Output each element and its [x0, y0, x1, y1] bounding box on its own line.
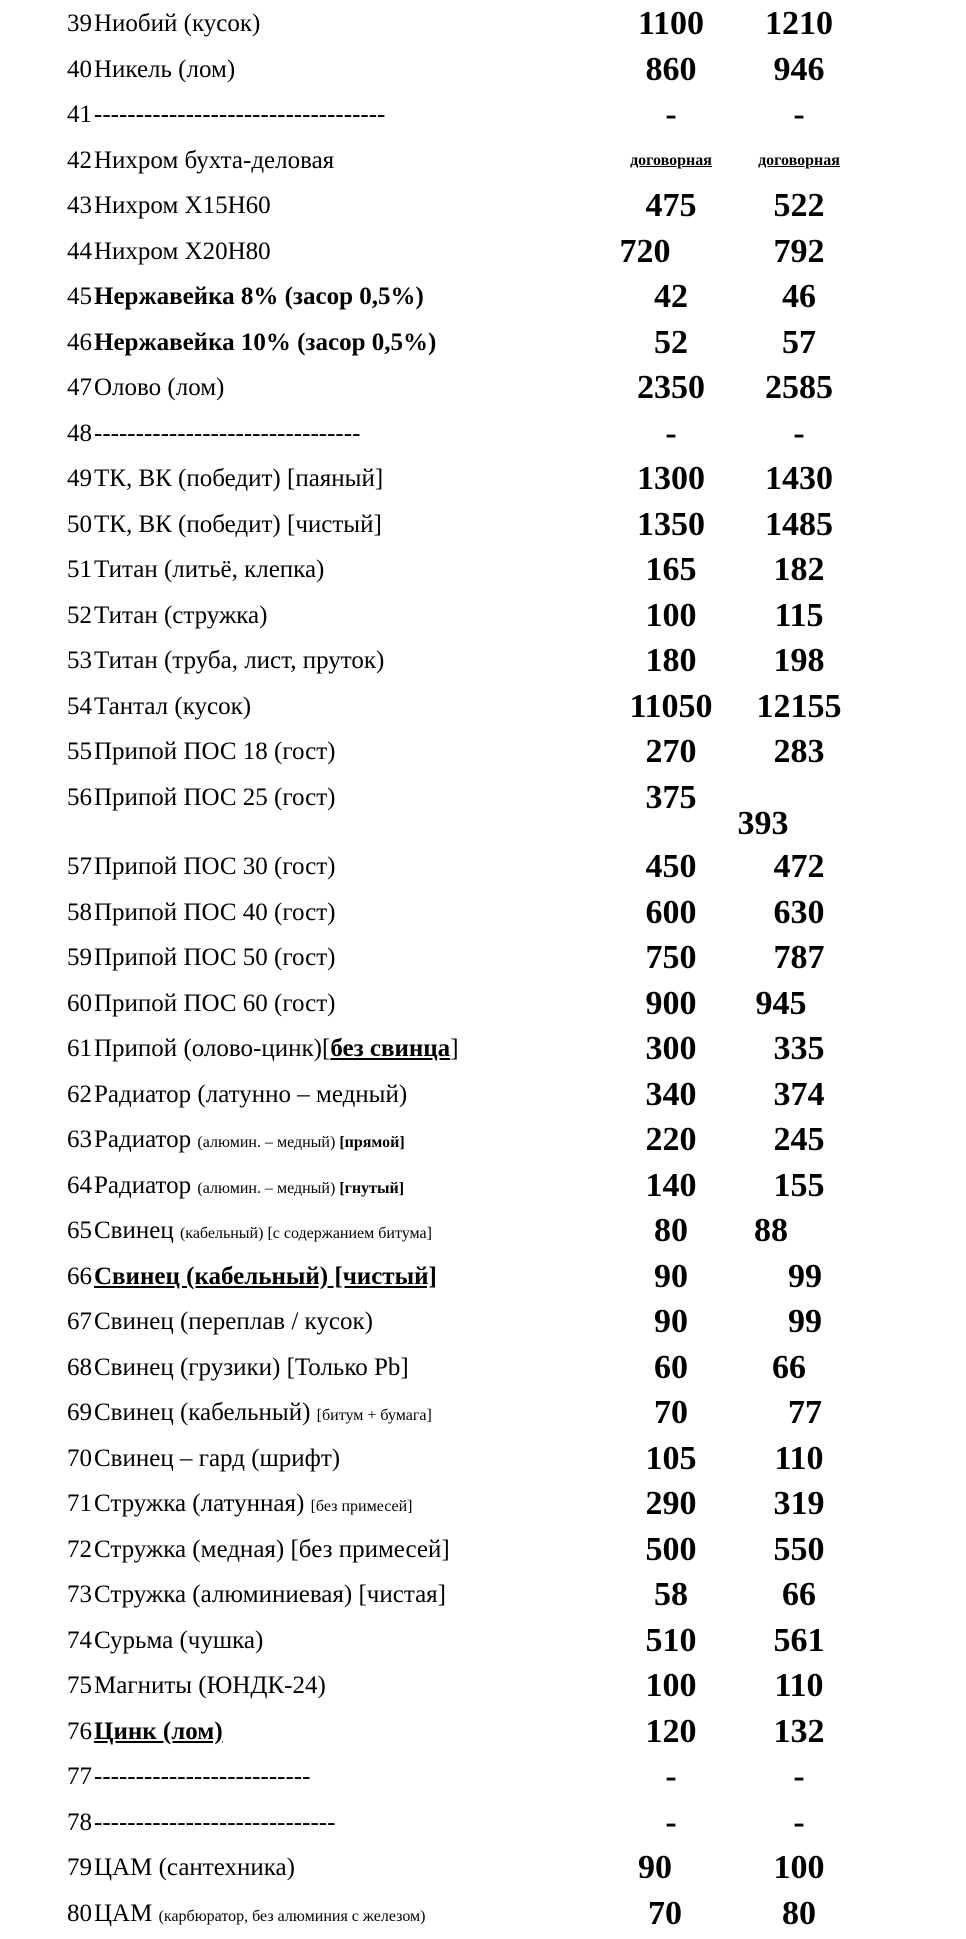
price-column-2: договорная — [758, 151, 840, 169]
price-column-2: 57 — [782, 323, 816, 361]
price-column-1: 375 — [645, 778, 697, 816]
item-name — [94, 1027, 459, 1071]
item-name — [94, 48, 235, 92]
price-row — [0, 1027, 966, 1071]
row-number: 64 — [67, 1171, 92, 1199]
price-column-1: 140 — [645, 1166, 697, 1204]
price-row — [0, 982, 966, 1026]
item-name-part: Радиатор — [94, 1126, 198, 1153]
price-column-2: 1210 — [765, 5, 833, 42]
row-number: 51 — [67, 556, 92, 583]
item-name — [94, 730, 335, 774]
item-name-part: Титан (труба, лист, пруток) — [94, 647, 385, 674]
item-name-part: (карбюратор, без алюминия с железом) — [158, 1907, 426, 1925]
item-name-part: [гнутый] — [339, 1179, 405, 1197]
price-column-2: 245 — [773, 1121, 825, 1158]
item-name — [94, 1801, 335, 1845]
row-number: 41 — [67, 101, 92, 128]
item-name — [94, 1437, 340, 1481]
item-name-part: [прямой] — [339, 1134, 405, 1151]
price-column-1: 450 — [645, 848, 697, 885]
price-row — [0, 1892, 966, 1936]
price-column-1: 58 — [654, 1576, 688, 1613]
item-name — [94, 1892, 426, 1939]
price-column-2: 155 — [773, 1166, 825, 1204]
price-column-2: 945 — [755, 984, 807, 1022]
price-column-1: - — [665, 1758, 677, 1795]
price-column-1: 1350 — [637, 505, 705, 543]
item-name-part: Радиатор — [94, 1171, 198, 1199]
item-name-part: Припой ПОС 18 (гост) — [94, 738, 336, 765]
item-name-part: Тантал (кусок) — [94, 692, 252, 720]
item-name — [94, 412, 360, 456]
item-name-part: ЦАМ — [94, 1899, 159, 1927]
item-name — [94, 639, 384, 683]
item-name-part: Стружка (алюминиевая) [чистая] — [94, 1581, 446, 1608]
item-name — [94, 891, 335, 935]
price-column-2: 319 — [773, 1485, 825, 1522]
price-column-1: 1100 — [637, 5, 705, 42]
price-column-2: 561 — [773, 1621, 825, 1659]
price-row — [0, 139, 966, 183]
price-row — [0, 1391, 966, 1435]
item-name — [94, 1664, 326, 1708]
price-column-2: - — [793, 1758, 805, 1795]
price-column-2: 2585 — [765, 369, 833, 406]
price-column-1: 2350 — [637, 369, 705, 406]
price-column-1: 90 — [654, 1257, 688, 1295]
row-number: 61 — [67, 1035, 92, 1062]
price-row — [0, 1573, 966, 1617]
price-column-2: 80 — [782, 1894, 816, 1932]
price-row — [0, 1801, 966, 1845]
price-column-1: 90 — [638, 1849, 672, 1886]
item-name — [94, 1528, 450, 1572]
item-name-part: Титан (литьё, клепка) — [94, 556, 325, 583]
item-name-part: Нержавейка 8% (засор 0,5%) — [94, 283, 424, 310]
price-column-1: 500 — [645, 1530, 697, 1568]
item-name — [94, 982, 335, 1026]
price-column-1: 100 — [645, 1667, 697, 1704]
item-name-part: Магниты (ЮНДК-24) — [94, 1672, 326, 1699]
price-column-1: 42 — [654, 278, 688, 315]
price-column-2: 1430 — [765, 460, 833, 497]
row-number: 57 — [67, 853, 92, 880]
price-column-2: 472 — [773, 848, 825, 885]
price-column-2: - — [793, 1803, 805, 1841]
price-row — [0, 1346, 966, 1390]
price-column-2: 792 — [773, 232, 825, 270]
row-number: 48 — [67, 419, 92, 447]
price-row — [0, 1664, 966, 1708]
price-row — [0, 1437, 966, 1481]
price-column-1: 860 — [645, 50, 697, 88]
price-column-2: 550 — [773, 1530, 825, 1568]
price-row — [0, 48, 966, 92]
item-name-part: Стружка (латунная) — [94, 1490, 311, 1517]
price-column-2: 77 — [788, 1394, 822, 1431]
item-name-part: ----------------------------- — [94, 1808, 336, 1836]
item-name — [94, 685, 251, 729]
price-row — [0, 730, 966, 774]
row-number: 53 — [67, 647, 92, 674]
price-column-2: 787 — [773, 939, 825, 976]
price-row — [0, 776, 966, 842]
price-column-2: 46 — [782, 278, 816, 315]
item-name — [94, 321, 436, 365]
row-number: 54 — [67, 692, 92, 720]
item-name — [94, 139, 334, 183]
row-number: 58 — [67, 898, 92, 926]
price-row — [0, 230, 966, 274]
item-name — [94, 1573, 446, 1617]
price-row — [0, 1710, 966, 1754]
row-number: 79 — [67, 1854, 92, 1881]
price-column-2: 198 — [773, 642, 825, 679]
price-column-2: 335 — [773, 1030, 825, 1067]
item-name — [94, 503, 382, 547]
price-column-1: 80 — [654, 1212, 688, 1249]
item-name — [94, 1118, 405, 1165]
item-name-part: ] — [450, 1035, 459, 1062]
price-column-2: 946 — [773, 50, 825, 88]
price-column-1: 750 — [645, 939, 697, 976]
item-name-part: Припой ПОС 40 (гост) — [94, 898, 336, 926]
item-name-part: [без примесей] — [310, 1498, 413, 1515]
price-column-2: 110 — [774, 1667, 824, 1704]
item-name-part: Сурьма (чушка) — [94, 1626, 264, 1654]
item-name — [94, 184, 271, 228]
price-column-1: - — [665, 96, 677, 133]
row-number: 80 — [67, 1899, 92, 1927]
price-column-2: 100 — [773, 1849, 825, 1886]
row-number: 40 — [67, 55, 92, 83]
row-number: 76 — [67, 1717, 92, 1745]
row-number: 73 — [67, 1581, 92, 1608]
price-column-1: 720 — [619, 232, 671, 270]
price-column-2: - — [793, 96, 805, 133]
price-column-2: 182 — [773, 551, 825, 588]
price-row — [0, 457, 966, 501]
price-column-2: 66 — [772, 1348, 806, 1386]
item-name — [94, 1391, 432, 1438]
item-name-part: Свинец (кабельный) — [94, 1399, 317, 1426]
price-row — [0, 1846, 966, 1890]
price-row — [0, 548, 966, 592]
price-column-2: 99 — [788, 1303, 822, 1340]
item-name-part: Цинк (лом) — [94, 1717, 223, 1745]
price-column-1: 70 — [648, 1894, 682, 1932]
item-name-part: Олово (лом) — [94, 374, 225, 401]
row-number: 56 — [67, 783, 92, 811]
price-row — [0, 1755, 966, 1799]
item-name-part: (кабельный) [с содержанием битума] — [179, 1225, 432, 1242]
item-name-part: (алюмин. – медный) — [197, 1134, 340, 1151]
price-row — [0, 845, 966, 889]
price-column-1: 220 — [645, 1121, 697, 1158]
row-number: 74 — [67, 1626, 92, 1654]
price-column-1: 11050 — [629, 687, 713, 725]
item-name — [94, 1482, 413, 1529]
price-row — [0, 412, 966, 456]
row-number: 44 — [67, 237, 92, 265]
item-name — [94, 1164, 404, 1211]
price-column-1: 290 — [645, 1485, 697, 1522]
price-row — [0, 1619, 966, 1663]
item-name-part: -------------------------------- — [94, 419, 361, 447]
row-number: 60 — [67, 989, 92, 1017]
item-name — [94, 1619, 263, 1663]
price-column-1: 52 — [654, 323, 688, 361]
item-name — [94, 548, 324, 592]
price-row — [0, 2, 966, 46]
price-column-2: 1485 — [765, 505, 833, 543]
row-number: 70 — [67, 1444, 92, 1472]
price-row — [0, 1300, 966, 1344]
price-column-2: 393 — [737, 804, 789, 842]
row-number: 75 — [67, 1672, 92, 1699]
price-column-2: 374 — [773, 1075, 825, 1113]
row-number: 78 — [67, 1808, 92, 1836]
price-row — [0, 1209, 966, 1253]
item-name-part: Припой ПОС 25 (гост) — [94, 783, 336, 811]
price-column-1: 300 — [645, 1030, 697, 1067]
item-name — [94, 1710, 223, 1754]
price-row — [0, 685, 966, 729]
item-name — [94, 1346, 409, 1390]
price-row — [0, 1528, 966, 1572]
price-column-2: 132 — [773, 1712, 825, 1750]
row-number: 71 — [67, 1490, 92, 1517]
price-column-1: 270 — [645, 733, 697, 770]
item-name-part: Титан (стружка) — [94, 601, 268, 629]
row-number: 45 — [67, 283, 92, 310]
item-name — [94, 1073, 407, 1117]
price-row — [0, 1164, 966, 1208]
item-name-part: Припой ПОС 50 (гост) — [94, 944, 336, 971]
price-column-1: - — [665, 1803, 677, 1841]
row-number: 49 — [67, 465, 92, 492]
row-number: 66 — [67, 1262, 92, 1290]
price-column-1: 475 — [645, 187, 697, 224]
price-column-1: 510 — [645, 1621, 697, 1659]
price-row — [0, 275, 966, 319]
price-column-1: 120 — [645, 1712, 697, 1750]
price-column-2: 66 — [782, 1576, 816, 1613]
item-name — [94, 1846, 295, 1890]
item-name-part: ----------------------------------- — [94, 101, 386, 128]
price-column-1: 100 — [645, 596, 697, 634]
price-column-1: 90 — [654, 1303, 688, 1340]
row-number: 52 — [67, 601, 92, 629]
item-name — [94, 1209, 432, 1256]
item-name-part: Стружка (медная) [без примесей] — [94, 1535, 450, 1563]
price-column-1: 340 — [645, 1075, 697, 1113]
price-column-2: 283 — [773, 733, 825, 770]
item-name-part: Свинец – гард (шрифт) — [94, 1444, 341, 1472]
row-number: 62 — [67, 1080, 92, 1108]
item-name — [94, 93, 385, 137]
price-column-2: 630 — [773, 893, 825, 931]
price-row — [0, 321, 966, 365]
item-name-part: Нержавейка 10% (засор 0,5%) — [94, 328, 437, 356]
item-name — [94, 1755, 310, 1799]
item-name-part: ЦАМ (сантехника) — [94, 1854, 295, 1881]
row-number: 50 — [67, 510, 92, 538]
row-number: 68 — [67, 1353, 92, 1381]
price-column-2: 12155 — [756, 687, 842, 725]
item-name — [94, 366, 224, 410]
price-column-1: 900 — [645, 984, 697, 1022]
price-column-2: 110 — [774, 1439, 824, 1477]
item-name-part: [битум + бумага] — [316, 1407, 432, 1424]
price-row — [0, 1482, 966, 1526]
price-column-1: 70 — [654, 1394, 688, 1431]
item-name-part: Никель (лом) — [94, 55, 236, 83]
item-name — [94, 457, 383, 501]
item-name — [94, 275, 424, 319]
row-number: 67 — [67, 1308, 92, 1335]
item-name-part: ТК, ВК (победит) [паяный] — [94, 465, 384, 492]
item-name-part: Припой ПОС 60 (гост) — [94, 989, 336, 1017]
item-name — [94, 776, 335, 820]
price-column-1: договорная — [630, 151, 712, 169]
item-name — [94, 1300, 373, 1344]
row-number: 65 — [67, 1217, 92, 1244]
item-name-part: Свинец (кабельный) [чистый] — [94, 1262, 437, 1290]
item-name-part: (алюмин. – медный) — [197, 1179, 340, 1197]
row-number: 63 — [67, 1126, 92, 1153]
item-name-part: Нихром бухта-деловая — [94, 146, 335, 174]
item-name-part: Ниобий (кусок) — [94, 10, 261, 37]
item-name — [94, 230, 271, 274]
price-row — [0, 936, 966, 980]
item-name-part: Свинец (переплав / кусок) — [94, 1308, 373, 1335]
price-column-2: - — [793, 414, 805, 452]
price-row — [0, 1118, 966, 1162]
item-name-part: -------------------------- — [94, 1763, 311, 1790]
price-row — [0, 1073, 966, 1117]
row-number: 59 — [67, 944, 92, 971]
price-column-2: 115 — [774, 596, 824, 634]
price-row — [0, 891, 966, 935]
price-column-1: 1300 — [637, 460, 705, 497]
price-row — [0, 366, 966, 410]
item-name-part: Припой ПОС 30 (гост) — [94, 853, 336, 880]
item-name-part: Свинец — [94, 1217, 180, 1244]
price-column-2: 522 — [773, 187, 825, 224]
price-column-2: 99 — [788, 1257, 822, 1295]
item-name-part: Припой (олово-цинк)[ — [94, 1035, 331, 1062]
item-name-part: Свинец (грузики) [Только Pb] — [94, 1353, 409, 1381]
row-number: 43 — [67, 192, 92, 219]
price-row — [0, 594, 966, 638]
price-row — [0, 93, 966, 137]
price-row — [0, 639, 966, 683]
item-name — [94, 936, 335, 980]
item-name-part: Нихром Х20Н80 — [94, 237, 271, 265]
row-number: 47 — [67, 374, 92, 401]
row-number: 72 — [67, 1535, 92, 1563]
item-name — [94, 594, 267, 638]
row-number: 46 — [67, 328, 92, 356]
item-name-part: ТК, ВК (победит) [чистый] — [94, 510, 382, 538]
price-column-2: 88 — [754, 1212, 788, 1249]
item-name-part: Радиатор (латунно – медный) — [94, 1080, 408, 1108]
price-column-1: 180 — [645, 642, 697, 679]
price-column-1: 165 — [645, 551, 697, 588]
row-number: 39 — [67, 10, 92, 37]
price-row — [0, 184, 966, 228]
row-number: 42 — [67, 146, 92, 174]
price-column-1: 60 — [654, 1348, 688, 1386]
row-number: 77 — [67, 1763, 92, 1790]
item-name-part: Нихром Х15Н60 — [94, 192, 271, 219]
price-column-1: 105 — [645, 1439, 697, 1477]
row-number: 55 — [67, 738, 92, 765]
price-column-1: 600 — [645, 893, 697, 931]
row-number: 69 — [67, 1399, 92, 1426]
item-name — [94, 1255, 437, 1299]
price-column-1: - — [665, 414, 677, 452]
item-name — [94, 2, 260, 46]
price-row — [0, 503, 966, 547]
item-name-part: без свинца — [330, 1035, 451, 1062]
price-row — [0, 1255, 966, 1299]
item-name — [94, 845, 335, 889]
